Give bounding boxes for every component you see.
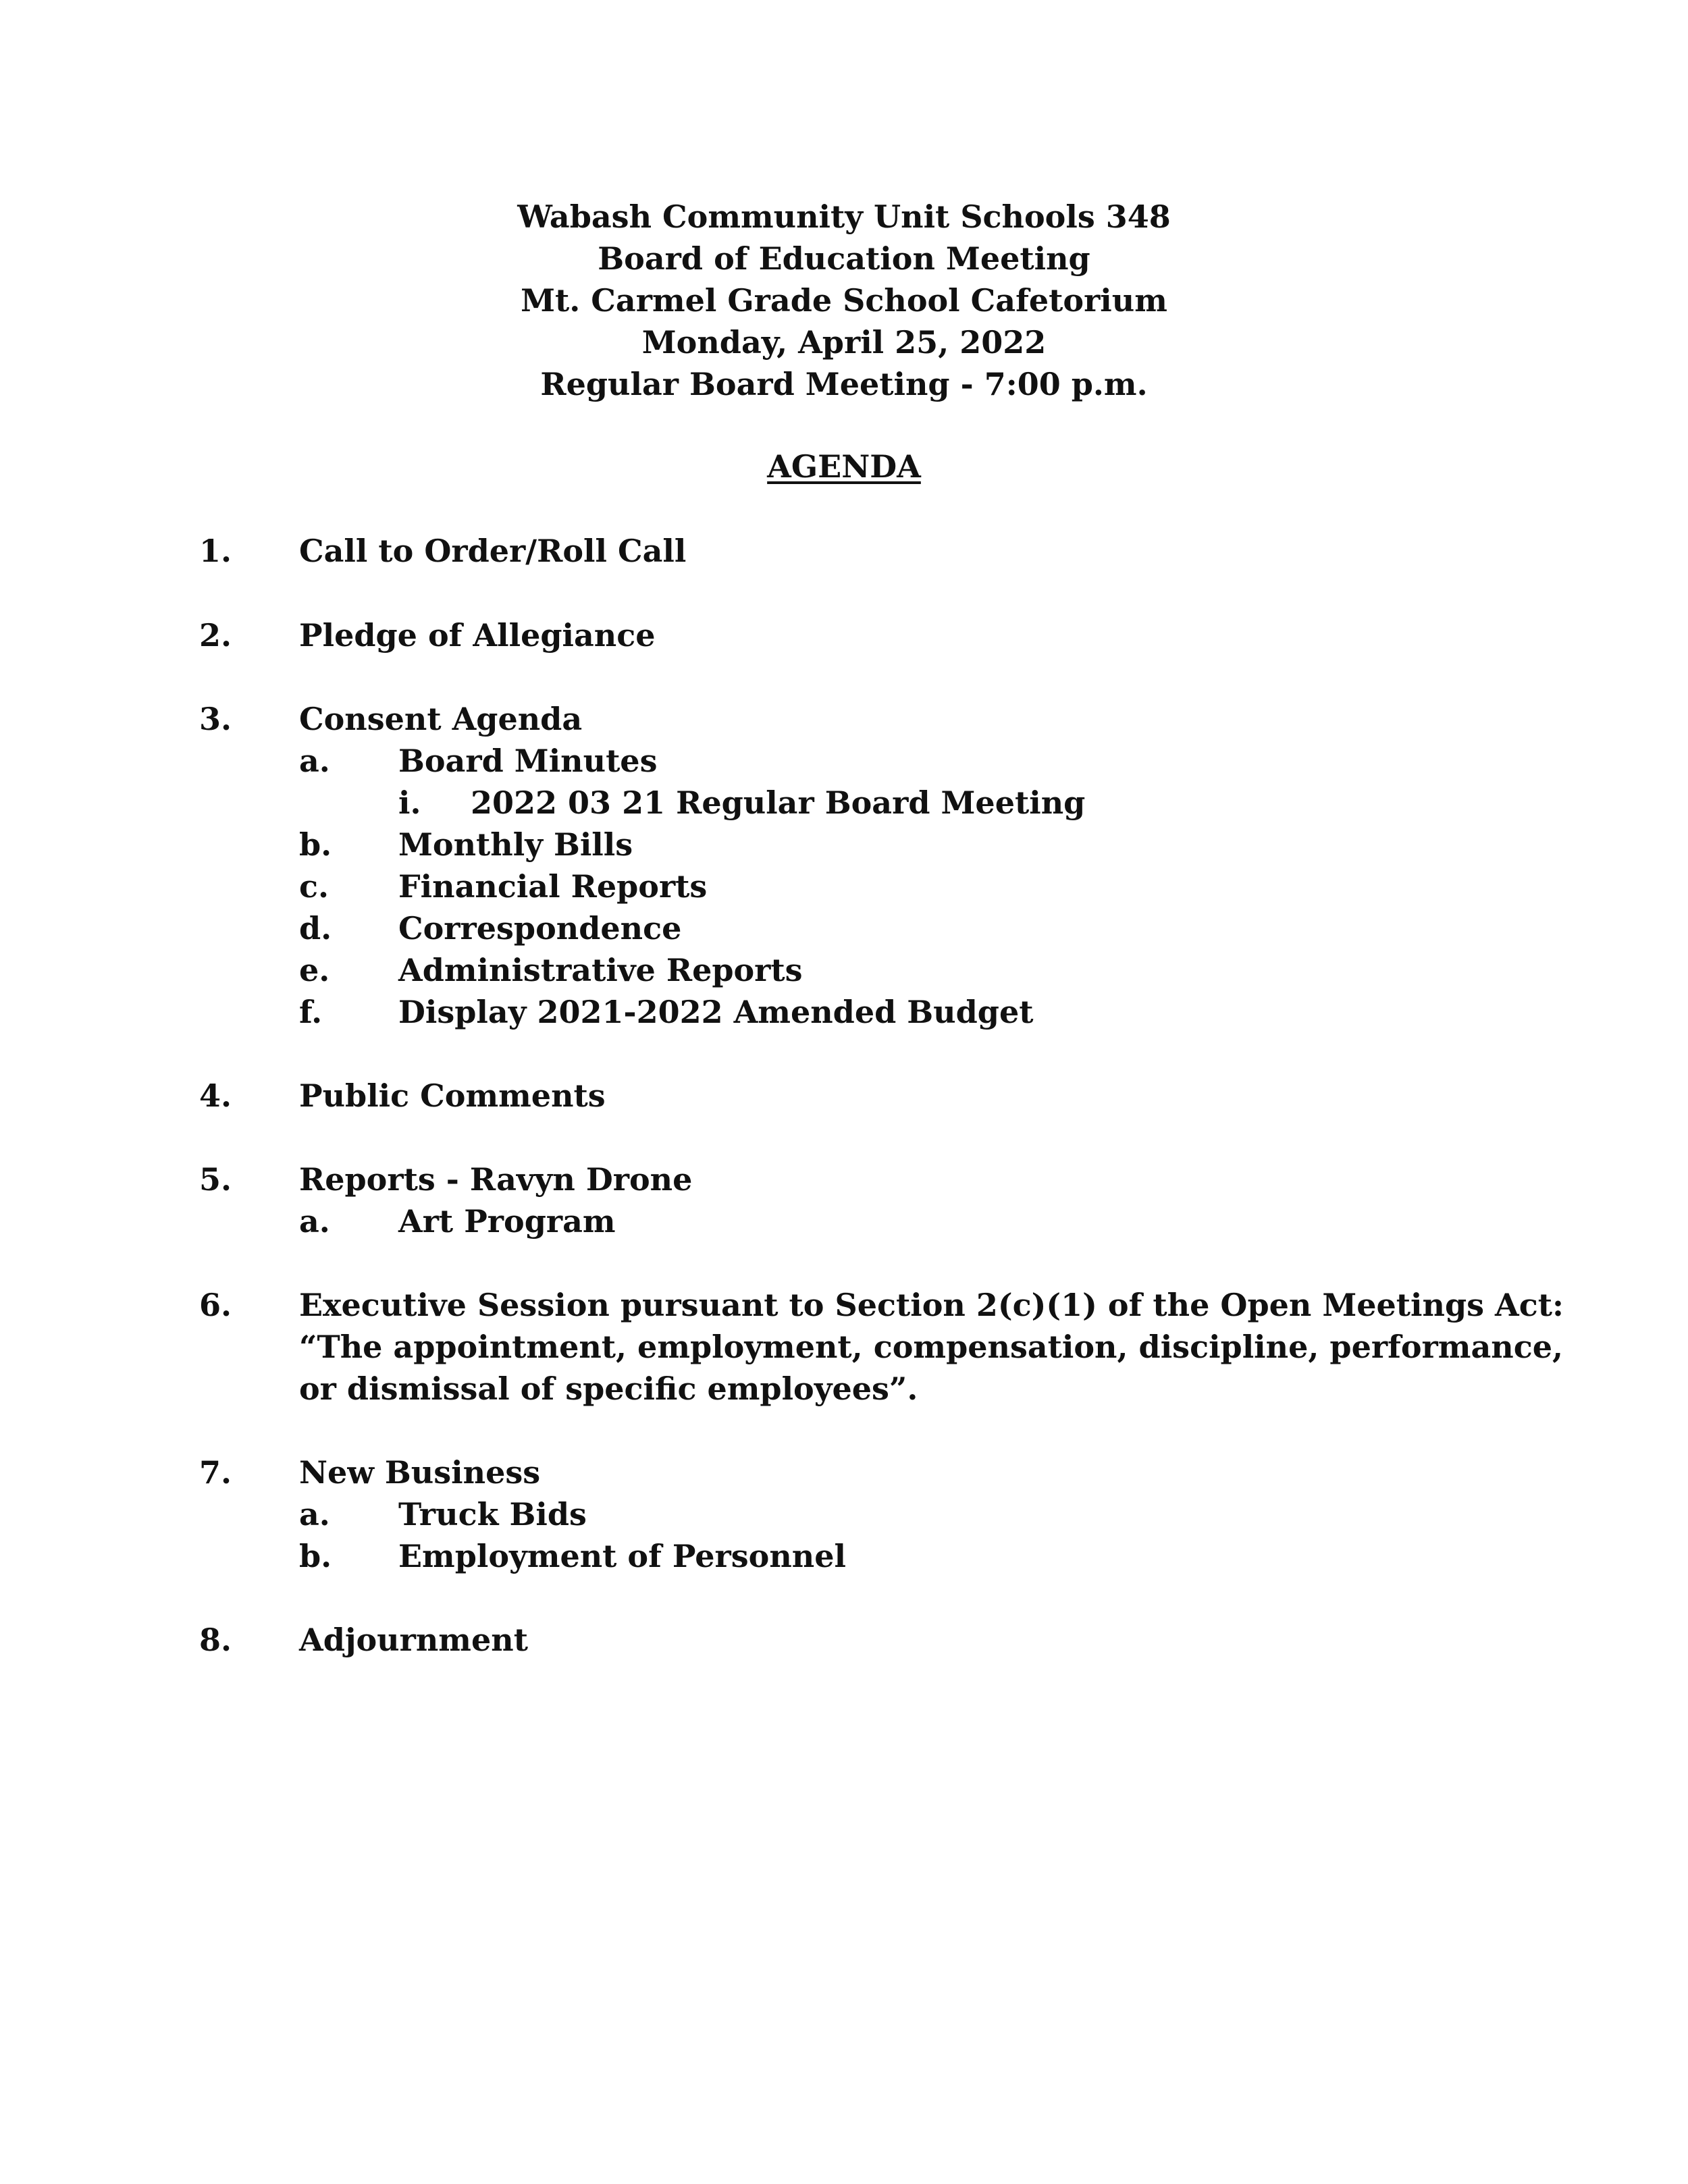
meeting-location: Mt. Carmel Grade School Cafetorium — [521, 282, 1167, 319]
agenda-item-number: 8. — [199, 1622, 232, 1658]
agenda-item-label: Public Comments — [299, 1077, 606, 1114]
agenda-item-label: Reports - Ravyn Drone — [299, 1161, 693, 1198]
sub-sub-item-numeral: i. — [398, 784, 421, 821]
agenda-item-number: 4. — [199, 1077, 232, 1114]
meeting-time: Regular Board Meeting - 7:00 p.m. — [540, 366, 1148, 402]
district-name: Wabash Community Unit Schools 348 — [517, 198, 1171, 235]
sub-item-letter: a. — [299, 1203, 330, 1240]
agenda-title: AGENDA — [767, 448, 921, 485]
sub-item-letter: f. — [299, 994, 323, 1030]
meeting-date: Monday, April 25, 2022 — [641, 324, 1047, 361]
agenda-item-number: 6. — [199, 1287, 232, 1323]
agenda-item-number: 1. — [199, 533, 232, 569]
sub-item-label: Administrative Reports — [398, 952, 803, 988]
sub-item-label: Correspondence — [398, 910, 682, 947]
sub-item-label: Financial Reports — [398, 868, 708, 905]
agenda-item-text-line: “The appointment, employment, compensation, discipline, performance, — [299, 1329, 1563, 1365]
sub-item-letter: b. — [299, 1538, 332, 1574]
agenda-item-label: Call to Order/Roll Call — [299, 533, 687, 569]
sub-item-letter: e. — [299, 952, 330, 988]
agenda-item-number: 3. — [199, 701, 232, 737]
sub-item-label: Display 2021-2022 Amended Budget — [398, 994, 1034, 1030]
meeting-type: Board of Education Meeting — [598, 240, 1090, 277]
agenda-item-label: New Business — [299, 1454, 541, 1491]
sub-item-label: Art Program — [398, 1203, 616, 1240]
sub-item-letter: d. — [299, 910, 332, 947]
sub-item-letter: a. — [299, 743, 330, 779]
agenda-item-text-line: Executive Session pursuant to Section 2(c)(1) of the Open Meetings Act: — [299, 1287, 1564, 1323]
meeting-header — [0, 196, 1688, 405]
agenda-item-label: Adjournment — [299, 1622, 528, 1658]
sub-item-letter: b. — [299, 826, 332, 863]
sub-item-label: Employment of Personnel — [398, 1538, 846, 1574]
sub-item-label: Truck Bids — [398, 1496, 587, 1533]
sub-sub-item-label: 2022 03 21 Regular Board Meeting — [471, 784, 1086, 821]
agenda-item-number: 2. — [199, 617, 232, 654]
agenda-item-label: Consent Agenda — [299, 701, 583, 737]
sub-item-letter: c. — [299, 868, 329, 905]
agenda-item-label: Pledge of Allegiance — [299, 617, 656, 654]
agenda-item-number: 5. — [199, 1161, 232, 1198]
sub-item-letter: a. — [299, 1496, 330, 1533]
sub-item-label: Board Minutes — [398, 743, 658, 779]
sub-item-label: Monthly Bills — [398, 826, 633, 863]
agenda-item-number: 7. — [199, 1454, 232, 1491]
agenda-item-text-line: or dismissal of specific employees”. — [299, 1370, 918, 1407]
